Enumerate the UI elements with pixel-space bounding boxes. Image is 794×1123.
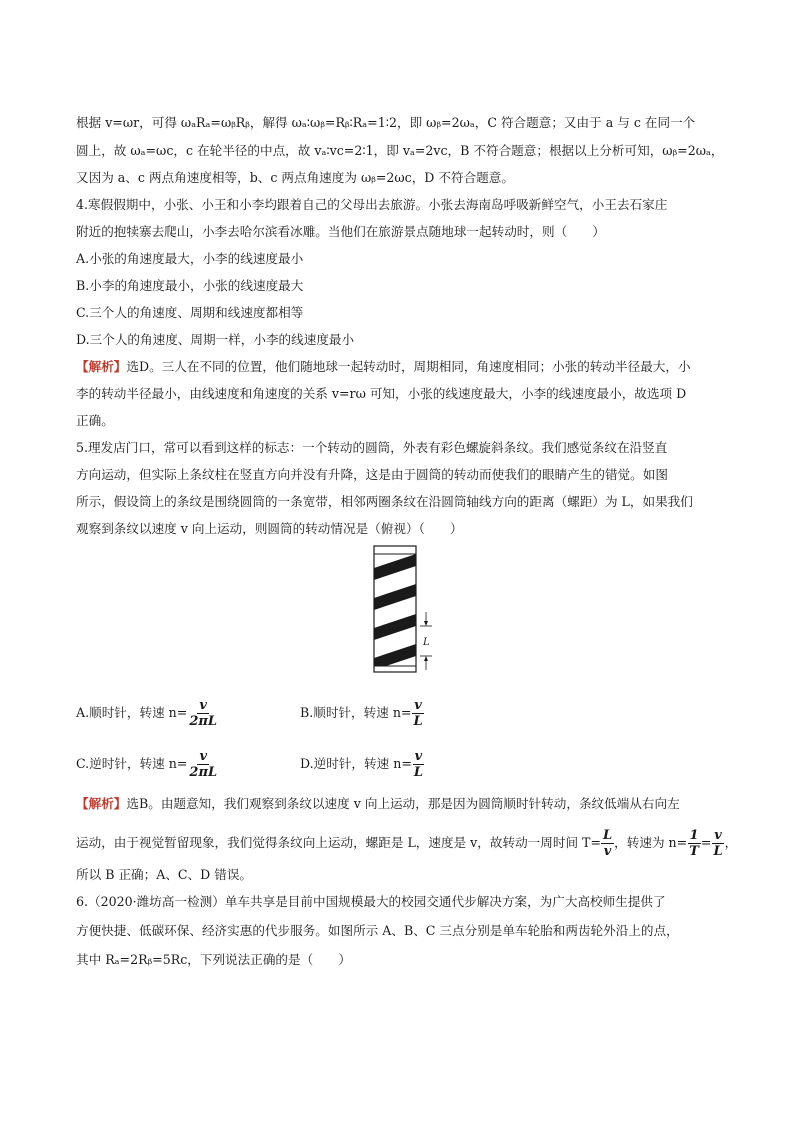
- q5-explanation-line2: 运动，由于视觉暂留现象，我们觉得条纹向上运动，螺距是 L，速度是 v，故转动一周时间 T= $\frac{L}{v}$ ，转速为 n= $\frac{1}{T}$ = $\frac{v}{L}$ ，: [76, 828, 738, 859]
- q6-stem-line3: 其中 Rₐ=2Rᵦ=5Rc，下列说法正确的是（ ）: [76, 952, 351, 967]
- q4-option-c: C.三个人的角速度、周期和线速度都相等: [76, 305, 304, 320]
- q5-option-a: [76, 698, 219, 729]
- q3-explanation-line3: 又因为 a、c 两点角速度相等，b、c 两点角速度为 ωᵦ=2ωc，D 不符合题意。: [76, 170, 514, 185]
- q5-option-d-text: D.逆时针，转速 n=: [300, 756, 412, 771]
- barber-pole-figure: [358, 544, 448, 676]
- explanation-tag: 【解析】: [76, 359, 127, 374]
- fraction-v-over-L: $\frac{v}{L}$: [713, 828, 723, 859]
- q5-stem-line1: 5.理发店门口，常可以看到这样的标志：一个转动的圆筒，外表有彩色螺旋斜条纹。我们感觉条纹在沿竖直: [76, 440, 668, 455]
- q4-explanation-text1: 选D。三人在不同的位置，他们随地球一起转动时，周期相同，角速度相同；小张的转动半径最大，小: [126, 359, 691, 374]
- q5-option-c: [76, 749, 219, 780]
- q5-option-c-text: C.逆时针，转速 n=: [76, 756, 188, 771]
- fraction-1-over-T: $\frac{1}{T}$: [689, 828, 699, 859]
- q5-option-b: [300, 698, 425, 729]
- fraction-v-over-2piL: $\frac{v}{2\pi L}$: [189, 698, 218, 729]
- q6-stem-line2: 方便快捷、低碳环保、经济实惠的代步服务。如图所示 A、B、C 三点分别是单车轮胎和两齿轮外沿上的点，: [76, 923, 679, 938]
- q5-explanation-text1: 选B。由题意知，我们观察到条纹以速度 v 向上运动，那是因为圆筒顺时针转动，条纹低端从右向左: [126, 796, 680, 811]
- q5-stem-line3: 所示，假设筒上的条纹是围绕圆筒的一条宽带，相邻两圈条纹在沿圆筒轴线方向的距离（螺距）为 L，如果我们: [76, 494, 693, 509]
- q4-explanation-line3: 正确。: [76, 413, 114, 428]
- q5-explanation-line1: [76, 795, 680, 813]
- fraction-v-over-L: $\frac{v}{L}$: [413, 749, 424, 780]
- q4-explanation-line2: 李的转动半径最小，由线速度和角速度的关系 v=rω 可知，小张的线速度最大，小李的线速度最小，故选项 D: [76, 386, 687, 401]
- q3-explanation-line1: 根据 v=ωr，可得 ωₐRₐ=ωᵦRᵦ，解得 ωₐ∶ωᵦ=Rᵦ∶Rₐ=1∶2，即 ωᵦ=2ωₐ，C 符合题意；又由于 a 与 c 在同一个: [76, 115, 696, 130]
- q5-option-d: [300, 749, 425, 780]
- fraction-L-over-v: $\frac{L}{v}$: [603, 828, 613, 859]
- pitch-label: L: [423, 637, 430, 648]
- q6-stem-line1: 6.（2020·潍坊高一检测）单车共享是目前中国规模最大的校园交通代步解决方案，为广大高校师生提供了: [76, 894, 666, 909]
- q4-stem-line1: 4.寒假假期中，小张、小王和小李均跟着自己的父母出去旅游。小张去海南岛呼吸新鲜空气，小王去石家庄: [76, 197, 668, 212]
- q4-explanation-line1: [76, 358, 691, 376]
- explanation-tag: 【解析】: [76, 796, 127, 811]
- q4-option-d: D.三个人的角速度、周期一样，小李的线速度最小: [76, 332, 355, 347]
- q4-option-a: A.小张的角速度最大，小李的线速度最小: [76, 251, 304, 266]
- q5-stem-line4: 观察到条纹以速度 v 向上运动，则圆筒的转动情况是（俯视）（ ）: [76, 521, 463, 536]
- q5-explanation-line3: 所以 B 正确；A、C、D 错误。: [76, 867, 253, 882]
- q5-stem-line2: 方向运动，但实际上条纹柱在竖直方向并没有升降，这是由于圆筒的转动而使我们的眼睛产生的错觉。如图: [76, 467, 668, 482]
- q5-option-b-text: B.顺时针，转速 n=: [300, 705, 412, 720]
- fraction-v-over-L: $\frac{v}{L}$: [413, 698, 423, 729]
- q3-explanation-line2: 圆上，故 ωₐ=ωc，c 在轮半径的中点，故 vₐ∶vc=2∶1，即 vₐ=2vc，B 不符合题意；根据以上分析可知，ωᵦ=2ωₐ，: [76, 143, 724, 158]
- q4-option-b: B.小李的角速度最小，小张的线速度最大: [76, 278, 304, 293]
- q5-option-a-text: A.顺时针，转速 n=: [76, 705, 188, 720]
- fraction-v-over-2piL: $\frac{v}{2\pi L}$: [189, 749, 218, 780]
- q4-stem-line2: 附近的抱犊寨去爬山，小李去哈尔滨看冰雕。当他们在旅游景点随地球一起转动时，则（ ）: [76, 224, 605, 239]
